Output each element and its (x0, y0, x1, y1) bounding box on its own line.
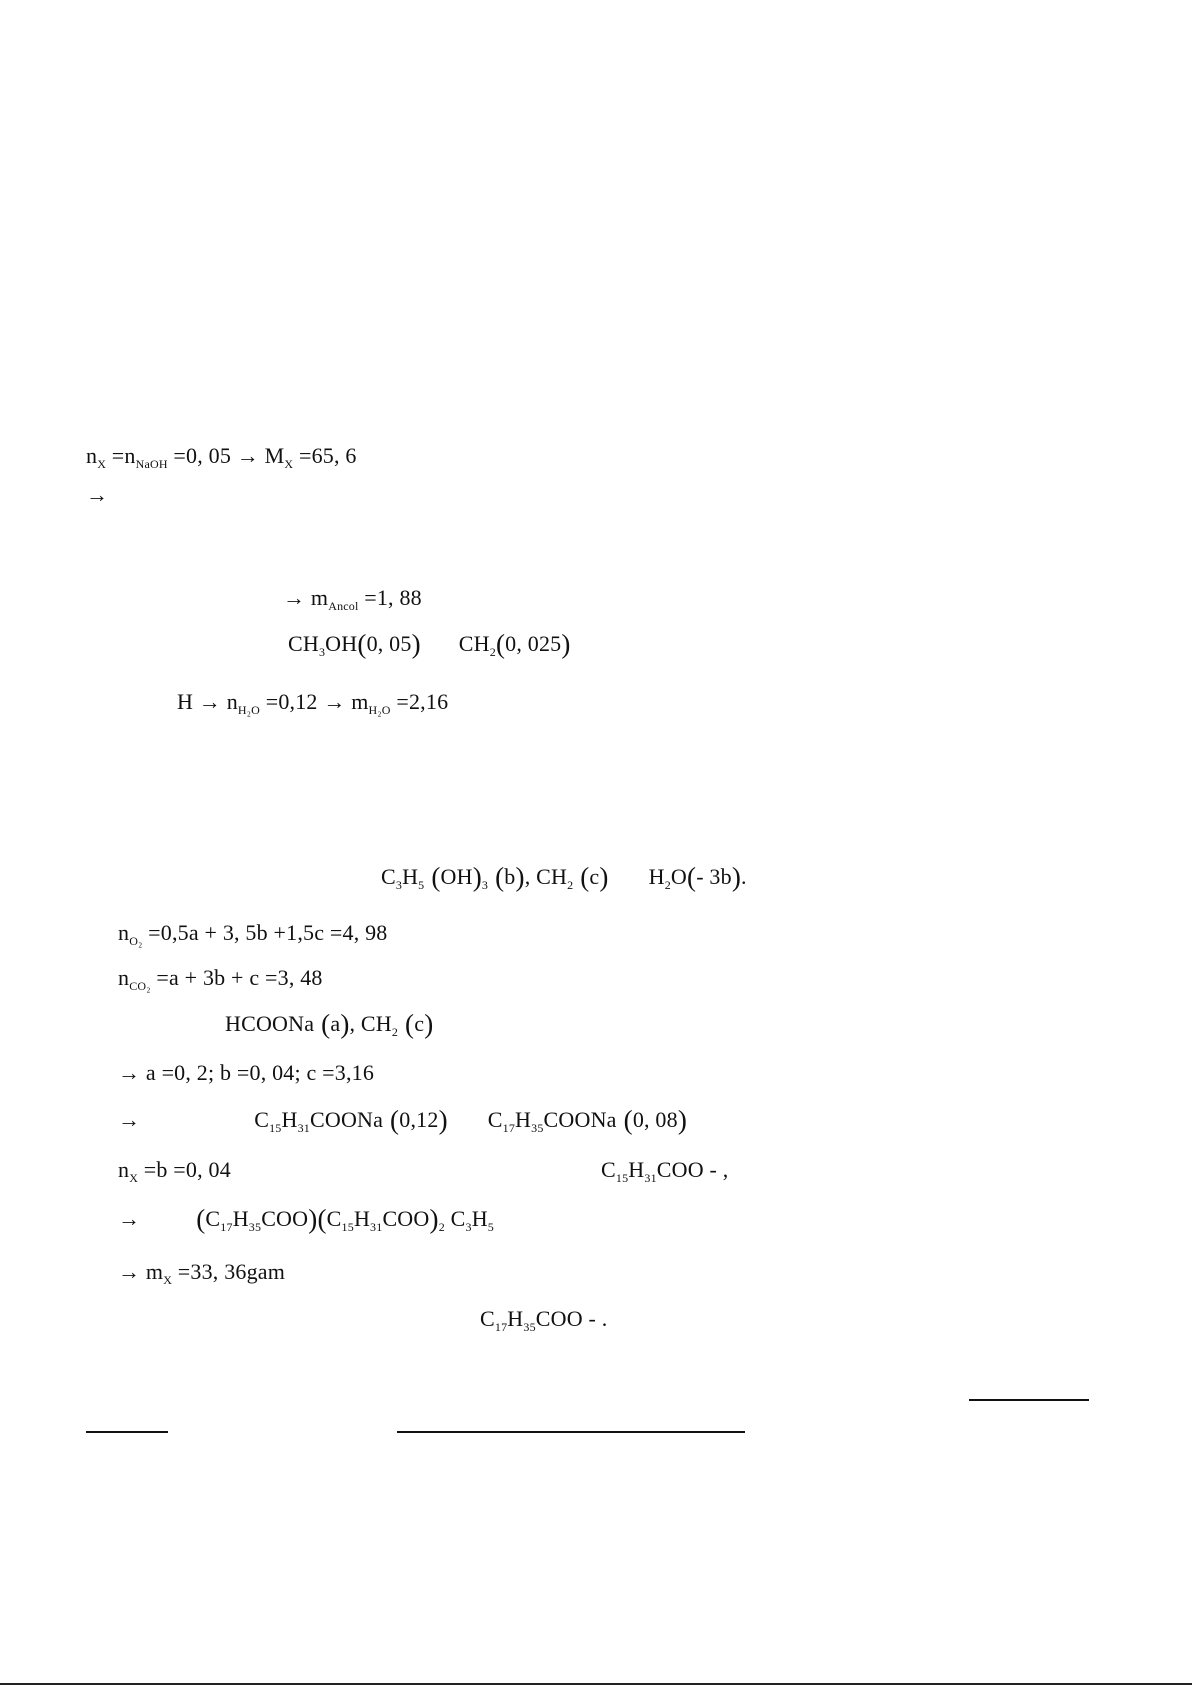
eq-text: H (402, 864, 419, 889)
eq-paren: ) (677, 1105, 688, 1135)
eq-text: n (86, 443, 98, 468)
equation-glycerol-mixture (381, 864, 747, 890)
eq-text: =65, 6 (293, 443, 357, 468)
eq-paren: ) (429, 1204, 439, 1234)
eq-paren: ( (196, 1204, 206, 1234)
eq-text: COONa (309, 1107, 384, 1132)
eq-text: =b =0, 04 (138, 1157, 231, 1182)
eq-text: - 3b (696, 864, 732, 889)
equation-moles-x (86, 443, 357, 469)
eq-paren: ( (383, 1105, 400, 1135)
eq-subscript: 15 (615, 1171, 629, 1185)
eq-text: H (507, 1306, 524, 1331)
eq-subscript: 3 (318, 645, 326, 659)
eq-text: 0, 025 (505, 631, 562, 656)
eq-subscript: 3 (395, 878, 403, 892)
equation-salt-mixture (225, 1011, 433, 1037)
eq-text: CH (458, 631, 490, 656)
eq-paren: ( (616, 1105, 633, 1135)
eq-text: COONa (543, 1107, 617, 1132)
eq-subscript: 2 (664, 878, 671, 892)
eq-text: C (205, 1206, 221, 1231)
eq-subscript: H₂O (237, 703, 261, 717)
equation-soap-products (118, 1107, 687, 1133)
eq-subscript: 31 (370, 1220, 383, 1234)
eq-subscript: 5 (487, 1220, 494, 1234)
eq-text: C (480, 1306, 495, 1331)
eq-text: , CH (349, 1011, 392, 1036)
eq-text: → m (283, 585, 329, 610)
eq-subscript: 2 (438, 1220, 445, 1234)
eq-paren: ) (438, 1105, 448, 1135)
eq-text: C (326, 1206, 342, 1231)
eq-paren: ) (411, 629, 421, 659)
eq-text: . (741, 864, 747, 889)
eq-text: =1, 88 (358, 585, 422, 610)
eq-paren: ( (424, 862, 441, 892)
eq-text: =n (106, 443, 136, 468)
eq-paren: ) (561, 629, 571, 659)
eq-text: n (118, 1157, 130, 1182)
eq-subscript: 17 (220, 1220, 233, 1234)
eq-subscript: 15 (269, 1121, 282, 1135)
eq-text: 0, 05 (366, 631, 412, 656)
eq-text: H (628, 1157, 645, 1182)
eq-text: =0,12 → m (260, 689, 369, 714)
eq-paren: ) (340, 1009, 350, 1039)
eq-paren: ( (686, 862, 697, 892)
eq-paren: ( (317, 1204, 327, 1234)
eq-subscript: O₂ (129, 934, 143, 948)
equation-water (177, 689, 448, 715)
eq-text: C (254, 1107, 270, 1132)
eq-paren: ) (308, 1204, 318, 1234)
eq-subscript: Ancol (328, 599, 359, 613)
eq-paren: ) (472, 862, 482, 892)
eq-paren: ) (599, 862, 609, 892)
equation-mass-alcohol (283, 585, 422, 611)
eq-subscript: 17 (494, 1320, 508, 1334)
eq-text: b (504, 864, 516, 889)
eq-text: CH (288, 631, 319, 656)
eq-text: c (414, 1011, 425, 1036)
equation-carbon-dioxide (118, 965, 323, 991)
eq-subscript: 31 (297, 1121, 310, 1135)
eq-text: =33, 36gam (172, 1259, 286, 1284)
underline-rule (397, 1431, 745, 1433)
eq-text: COO (261, 1206, 309, 1231)
eq-text: H (232, 1206, 249, 1231)
eq-text: =0, 05 → M (167, 443, 285, 468)
eq-text: H (471, 1206, 488, 1231)
eq-text: H (648, 864, 665, 889)
eq-paren: ( (573, 862, 590, 892)
eq-paren: ) (424, 1009, 434, 1039)
eq-text: 0, 08 (632, 1107, 678, 1132)
eq-paren: ( (398, 1009, 415, 1039)
eq-subscript: X (129, 1171, 139, 1185)
eq-subscript: 31 (644, 1171, 657, 1185)
eq-text: COO - , (656, 1157, 729, 1182)
eq-subscript: 2 (489, 645, 496, 659)
eq-text: COO (382, 1206, 430, 1231)
eq-paren: ( (495, 629, 506, 659)
eq-text: OH (325, 631, 358, 656)
arrow-icon: → (118, 1206, 141, 1231)
eq-text: C (487, 1107, 503, 1132)
eq-text: H (515, 1107, 532, 1132)
eq-text: → m (118, 1259, 164, 1284)
eq-subscript: X (284, 457, 294, 471)
eq-subscript: 35 (531, 1121, 544, 1135)
equation-alcohol-components (288, 631, 571, 657)
equation-oxygen (118, 920, 388, 946)
eq-text: C (381, 864, 396, 889)
eq-text: a (330, 1011, 341, 1036)
eq-paren: ( (314, 1009, 331, 1039)
eq-text: n (118, 965, 130, 990)
eq-subscript: 5 (418, 878, 425, 892)
eq-text: 0,12 (399, 1107, 439, 1132)
eq-text: H (281, 1107, 298, 1132)
eq-text: n (118, 920, 130, 945)
eq-text: COO - . (535, 1306, 608, 1331)
eq-text: HCOONa (225, 1011, 315, 1036)
equation-solution (118, 1060, 374, 1086)
eq-subscript: X (163, 1273, 173, 1287)
eq-paren: ( (488, 862, 505, 892)
arrow-icon: → (86, 482, 109, 507)
eq-subscript: H₂O (368, 703, 391, 717)
eq-subscript: 3 (465, 1220, 472, 1234)
arrow-icon: → (118, 1107, 141, 1132)
eq-text: , CH (524, 864, 568, 889)
eq-text: OH (440, 864, 473, 889)
eq-text: C (601, 1157, 616, 1182)
eq-text: =2,16 (390, 689, 449, 714)
eq-text: C (444, 1206, 466, 1231)
eq-subscript: NaOH (135, 457, 168, 471)
eq-paren: ) (515, 862, 525, 892)
eq-subscript: CO₂ (129, 979, 151, 993)
arrow-line (86, 482, 108, 508)
eq-subscript: 35 (248, 1220, 262, 1234)
eq-text: H (353, 1206, 371, 1231)
equation-palmitate-ion (601, 1157, 728, 1183)
equation-moles-x-result (118, 1157, 231, 1183)
eq-subscript: 2 (391, 1025, 399, 1039)
underline-rule (86, 1431, 168, 1433)
eq-subscript: X (97, 457, 107, 471)
equation-triglyceride-formula (118, 1206, 494, 1232)
eq-subscript: 17 (502, 1121, 516, 1135)
eq-subscript: 2 (567, 878, 574, 892)
eq-paren: ) (731, 862, 742, 892)
eq-text: O (670, 864, 687, 889)
eq-text: =a + 3b + c =3, 48 (150, 965, 323, 990)
eq-subscript: 35 (523, 1320, 536, 1334)
eq-subscript: 3 (481, 878, 489, 892)
eq-text: c (589, 864, 600, 889)
underline-rule (969, 1399, 1089, 1401)
eq-subscript: 15 (341, 1220, 354, 1234)
eq-text: → a =0, 2; b =0, 04; c =3,16 (118, 1060, 375, 1085)
equation-mass-x (118, 1259, 285, 1285)
equation-stearate-ion (480, 1306, 607, 1332)
eq-text: =0,5a + 3, 5b +1,5c =4, 98 (142, 920, 388, 945)
eq-paren: ( (357, 629, 367, 659)
eq-text: H → n (177, 689, 238, 714)
